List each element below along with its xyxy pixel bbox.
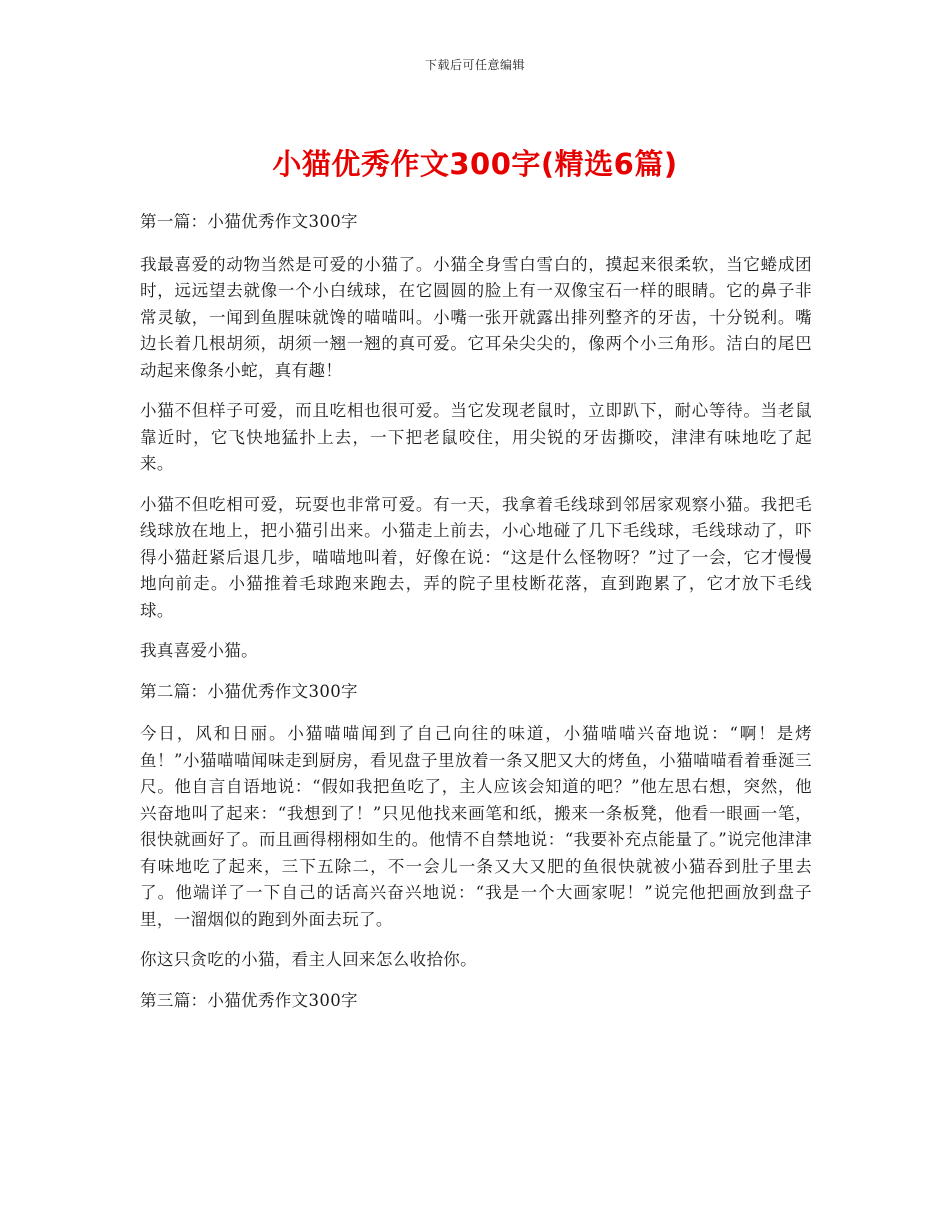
document-title: 小猫优秀作文300字(精选6篇) xyxy=(272,147,678,181)
body-paragraph: 小猫不但样子可爱，而且吃相也很可爱。当它发现老鼠时，立即趴下，耐心等待。当老鼠靠近时，它飞快地猛扑上去，一下把老鼠咬住，用尖锐的牙齿撕咬，津津有味地吃了起来。 xyxy=(140,401,812,473)
document-body xyxy=(140,209,812,1030)
section-heading-3: 第三篇：小猫优秀作文300字 xyxy=(140,990,358,1010)
section-heading-1: 第一篇：小猫优秀作文300字 xyxy=(140,212,358,231)
body-paragraph: 你这只贪吃的小猫，看主人回来怎么收拾你。 xyxy=(140,950,477,969)
section-heading-2: 第二篇：小猫优秀作文300字 xyxy=(140,681,358,701)
body-paragraph: 我真喜爱小猫。 xyxy=(140,641,258,660)
body-paragraph: 今日，风和日丽。小猫喵喵闻到了自己向往的味道，小猫喵喵兴奋地说：“啊！是烤鱼！”小猫喵喵闻味走到厨房，看见盘子里放着一条又肥又大的烤鱼，小猫喵喵看着垂涎三尺。他自言自语地说：“假如我把鱼吃了，主人应该会知道的吧？”他左思右想，突然，他兴奋地叫了起来：“我想到了！”只见他找来画笔和纸，搬来一条板凳，他看一眼画一笔，很快就画好了。而且画得栩栩如生的。他情不自禁地说：“我要补充点能量了。”说完他津津有味地吃了起来，三下五除二，不一会儿一条又大又肥的鱼很快就被小猫吞到肚子里去了。他端详了一下自己的话高兴奋兴地说：“我是一个大画家呢！”说完他把画放到盘子里，一溜烟似的跑到外面去玩了。 xyxy=(140,724,812,929)
body-paragraph: 小猫不但吃相可爱，玩耍也非常可爱。有一天，我拿着毛线球到邻居家观察小猫。我把毛线球放在地上，把小猫引出来。小猫走上前去，小心地碰了几下毛线球，毛线球动了，吓得小猫赶紧后退几步，喵喵地叫着，好像在说：“这是什么怪物呀？”过了一会，它才慢慢地向前走。小猫推着毛球跑来跑去，弄的院子里枝断花落，直到跑累了，它才放下毛线球。 xyxy=(140,494,812,620)
body-paragraph: 我最喜爱的动物当然是可爱的小猫了。小猫全身雪白雪白的，摸起来很柔软，当它蜷成团时，远远望去就像一个小白绒球，在它圆圆的脸上有一双像宝石一样的眼睛。它的鼻子非常灵敏，一闻到鱼腥味就馋的喵喵叫。小嘴一张开就露出排列整齐的牙齿，十分锐利。嘴边长着几根胡须，胡须一翘一翘的真可爱。它耳朵尖尖的，像两个小三角形。洁白的尾巴动起来像条小蛇，真有趣！ xyxy=(140,254,812,380)
header-note: 下载后可任意编辑 xyxy=(424,58,525,72)
